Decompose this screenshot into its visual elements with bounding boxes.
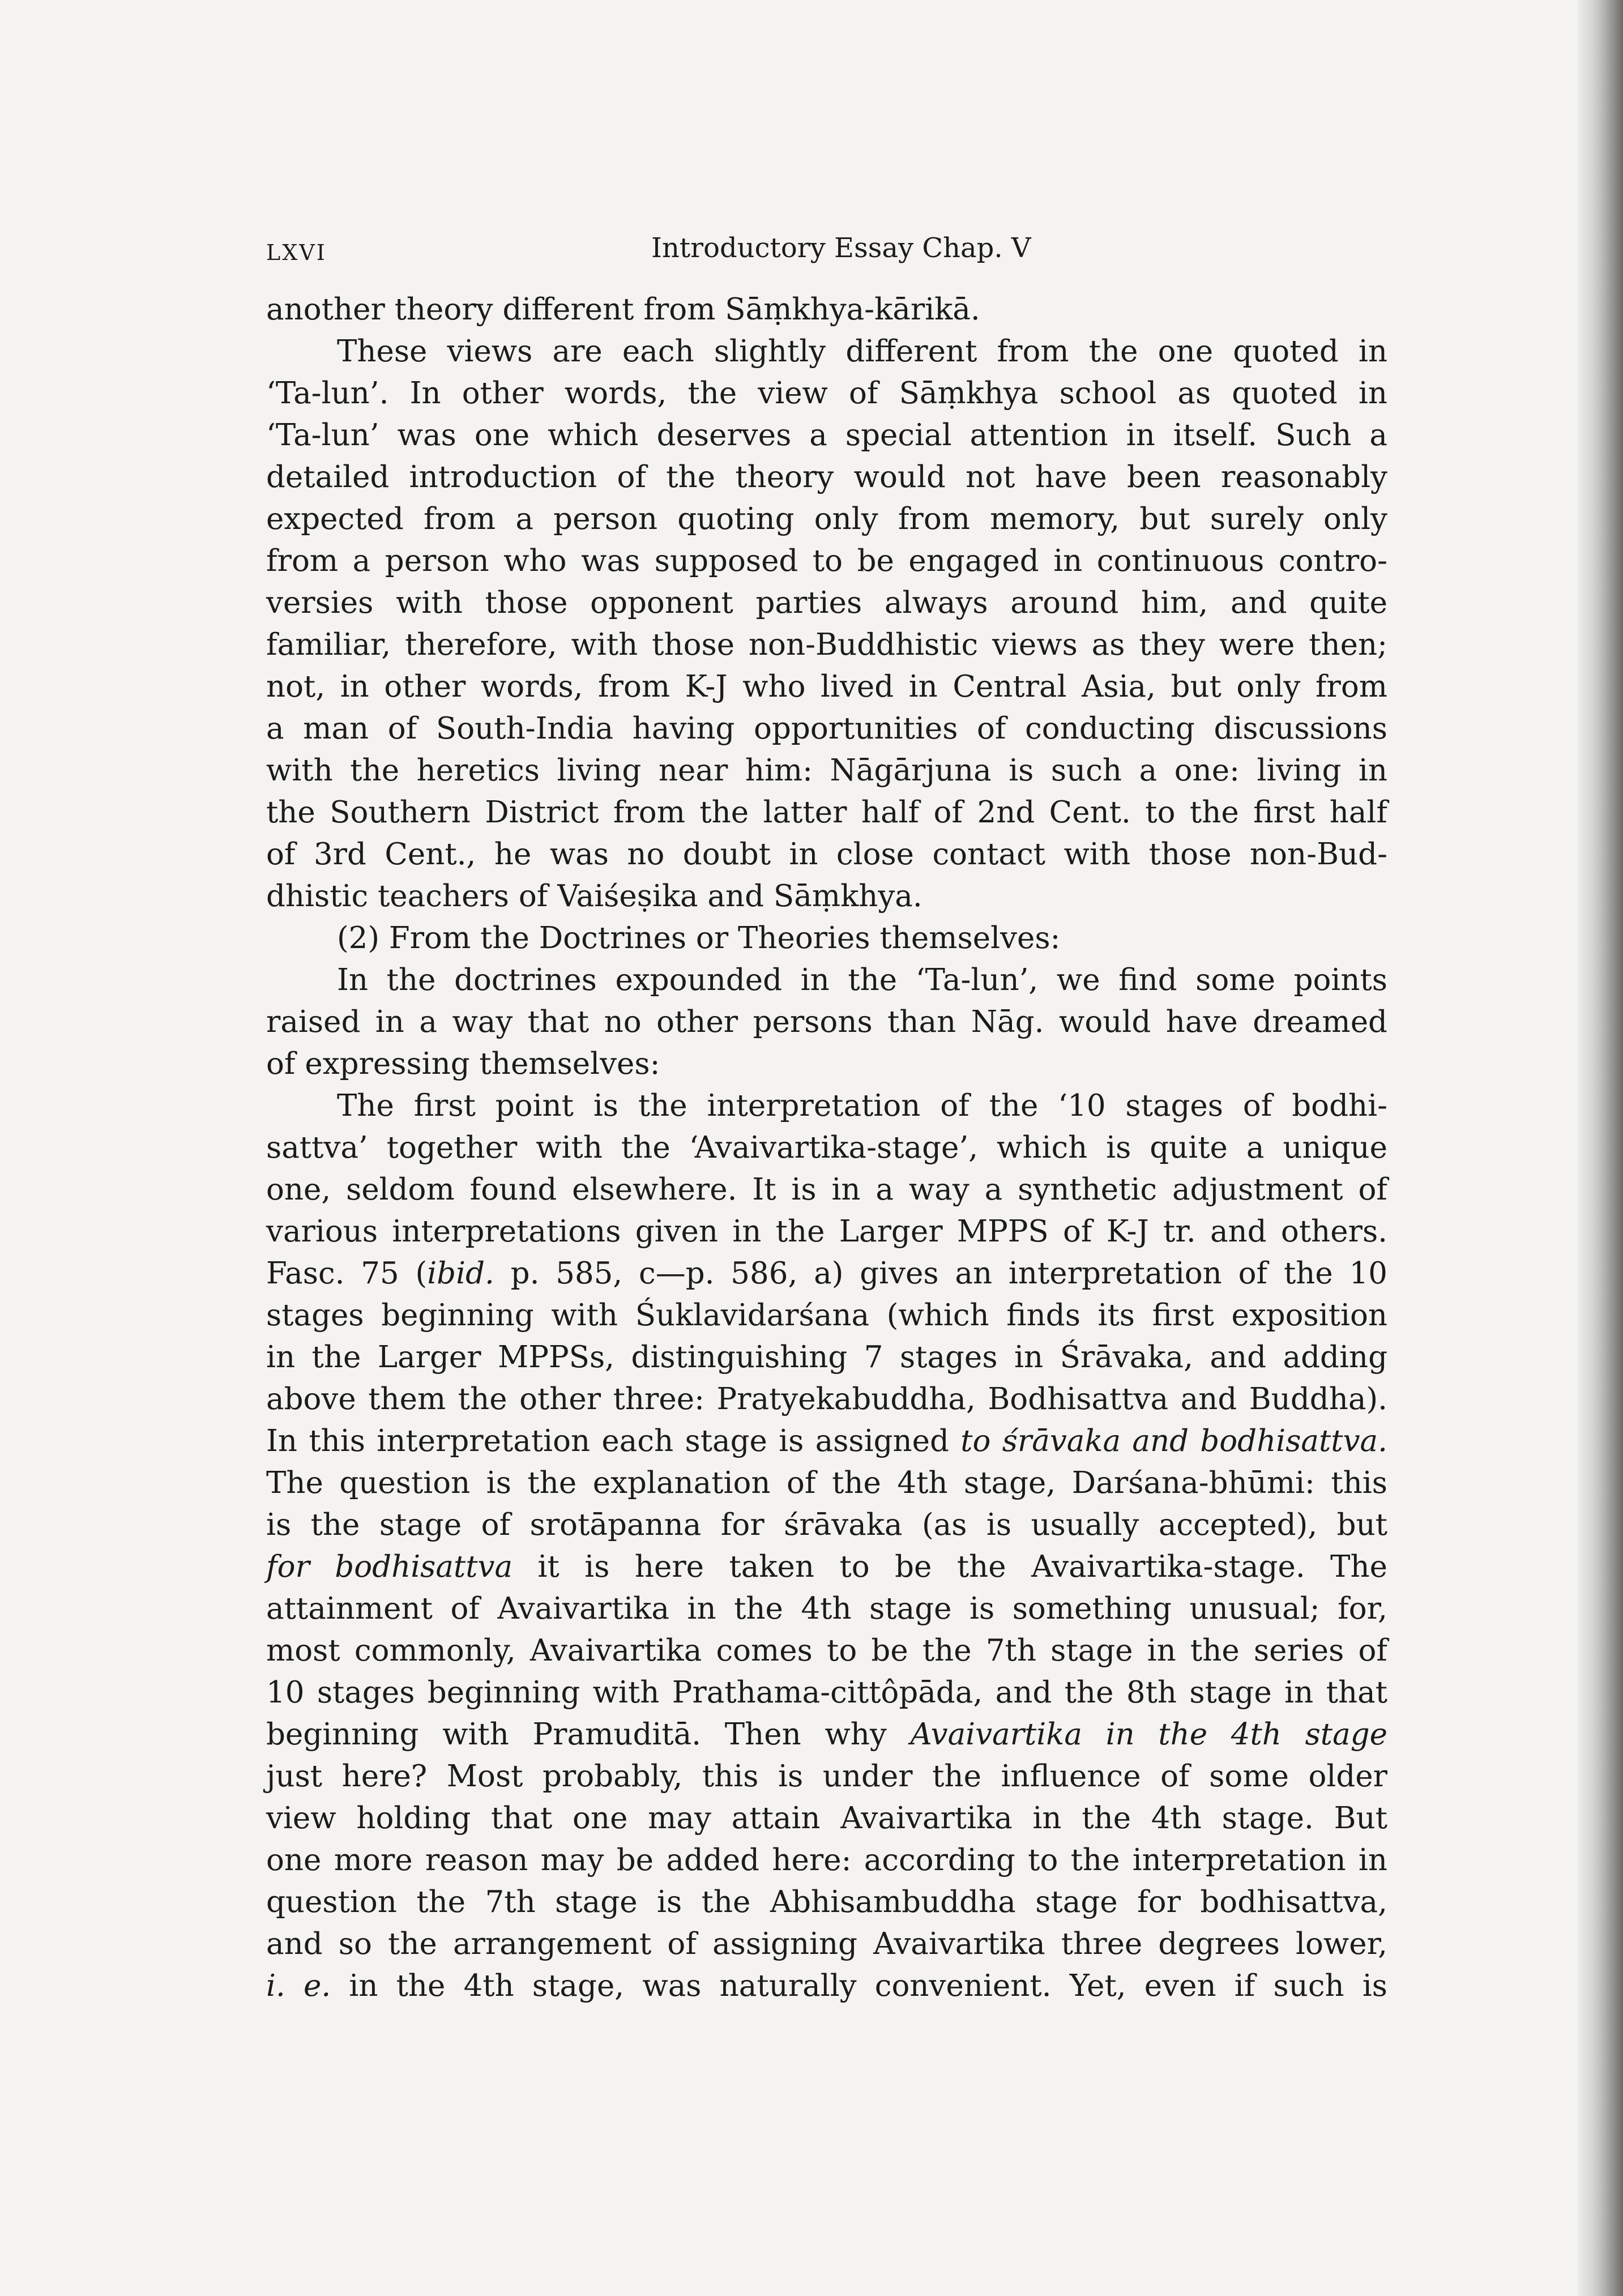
text-line: of expressing themselves: (266, 1047, 660, 1081)
text-line: versies with those opponent parties always around him, and quite (266, 586, 1387, 620)
page-header (266, 232, 1399, 272)
text-line: 10 stages beginning with Prathama-cittôpāda, and the 8th stage in that (266, 1675, 1387, 1710)
text-line: i. e. in the 4th stage, was naturally convenient. Yet, even if such is (266, 1969, 1387, 2003)
text-line: not, in other words, from K-J who lived in Central Asia, but only from (266, 669, 1387, 704)
text-line: one, seldom found elsewhere. It is in a way a synthetic adjustment of (266, 1172, 1387, 1207)
text-line: In this interpretation each stage is assigned to śrāvaka and bodhisattva. (266, 1424, 1387, 1458)
text-line: for bodhisattva it is here taken to be the Avaivartika-stage. The (266, 1550, 1387, 1584)
text-line: view holding that one may attain Avaivartika in the 4th stage. But (266, 1801, 1387, 1836)
page-number: LXVI (266, 240, 327, 265)
text-line: one more reason may be added here: according to the interpretation in (266, 1843, 1387, 1877)
text-line: sattva’ together with the ‘Avaivartika-stage’, which is quite a unique (266, 1130, 1387, 1165)
page-edge-shadow (1578, 0, 1623, 2296)
text-line: raised in a way that no other persons than Nāg. would have dreamed (266, 1005, 1387, 1039)
text-line: Fasc. 75 (ibid. p. 585, c—p. 586, a) gives an interpretation of the 10 (266, 1256, 1387, 1291)
text-line: is the stage of srotāpanna for śrāvaka (as is usually accepted), but (266, 1508, 1387, 1542)
text-line: above them the other three: Pratyekabuddha, Bodhisattva and Buddha). (266, 1382, 1387, 1416)
text-line: question the 7th stage is the Abhisambuddha stage for bodhisattva, (266, 1885, 1387, 1919)
text-line: a man of South-India having opportunities of conducting discussions (266, 711, 1387, 746)
text-line: attainment of Avaivartika in the 4th stage is something unusual; for, (266, 1591, 1387, 1626)
text-line: dhistic teachers of Vaiśeṣika and Sāṃkhya. (266, 879, 922, 914)
text-line: with the heretics living near him: Nāgārjuna is such a one: living in (266, 753, 1387, 788)
text-line: stages beginning with Śuklavidarśana (which finds its first exposition (266, 1298, 1387, 1333)
text-line: In the doctrines expounded in the ‘Ta-lun’, we find some points (337, 963, 1387, 997)
text-line: the Southern District from the latter half of 2nd Cent. to the first half (266, 795, 1387, 830)
text-line: and so the arrangement of assigning Avaivartika three degrees lower, (266, 1927, 1387, 1961)
section-heading: (2) From the Doctrines or Theories themselves: (337, 921, 1061, 955)
text-line: familiar, therefore, with those non-Buddhistic views as they were then; (266, 628, 1387, 662)
text-line: expected from a person quoting only from memory, but surely only (266, 502, 1387, 536)
text-line: from a person who was supposed to be engaged in continuous contro- (266, 544, 1387, 578)
text-line: ‘Ta-lun’. In other words, the view of Sāṃkhya school as quoted in (266, 376, 1387, 411)
text-line: The first point is the interpretation of the ‘10 stages of bodhi- (337, 1089, 1387, 1123)
running-head: Introductory Essay Chap. V (651, 232, 1031, 264)
text-line: The question is the explanation of the 4th stage, Darśana-bhūmi: this (266, 1466, 1387, 1500)
text-line: These views are each slightly different from the one quoted in (337, 334, 1387, 369)
text-line: in the Larger MPPSs, distinguishing 7 stages in Śrāvaka, and adding (266, 1340, 1387, 1375)
text-line: detailed introduction of the theory would not have been reasonably (266, 460, 1387, 494)
text-line: various interpretations given in the Larger MPPS of K-J tr. and others. (266, 1214, 1387, 1249)
text-line: just here? Most probably, this is under the influence of some older (266, 1759, 1387, 1794)
text-line: most commonly, Avaivartika comes to be the 7th stage in the series of (266, 1633, 1387, 1668)
body-text (266, 289, 1387, 2007)
text-line: another theory different from Sāṃkhya-kārikā. (266, 292, 980, 327)
text-line: of 3rd Cent., he was no doubt in close contact with those non-Bud- (266, 837, 1387, 872)
text-line: beginning with Pramuditā. Then why Avaivartika in the 4th stage (266, 1717, 1387, 1752)
text-line: ‘Ta-lun’ was one which deserves a special attention in itself. Such a (266, 418, 1387, 453)
